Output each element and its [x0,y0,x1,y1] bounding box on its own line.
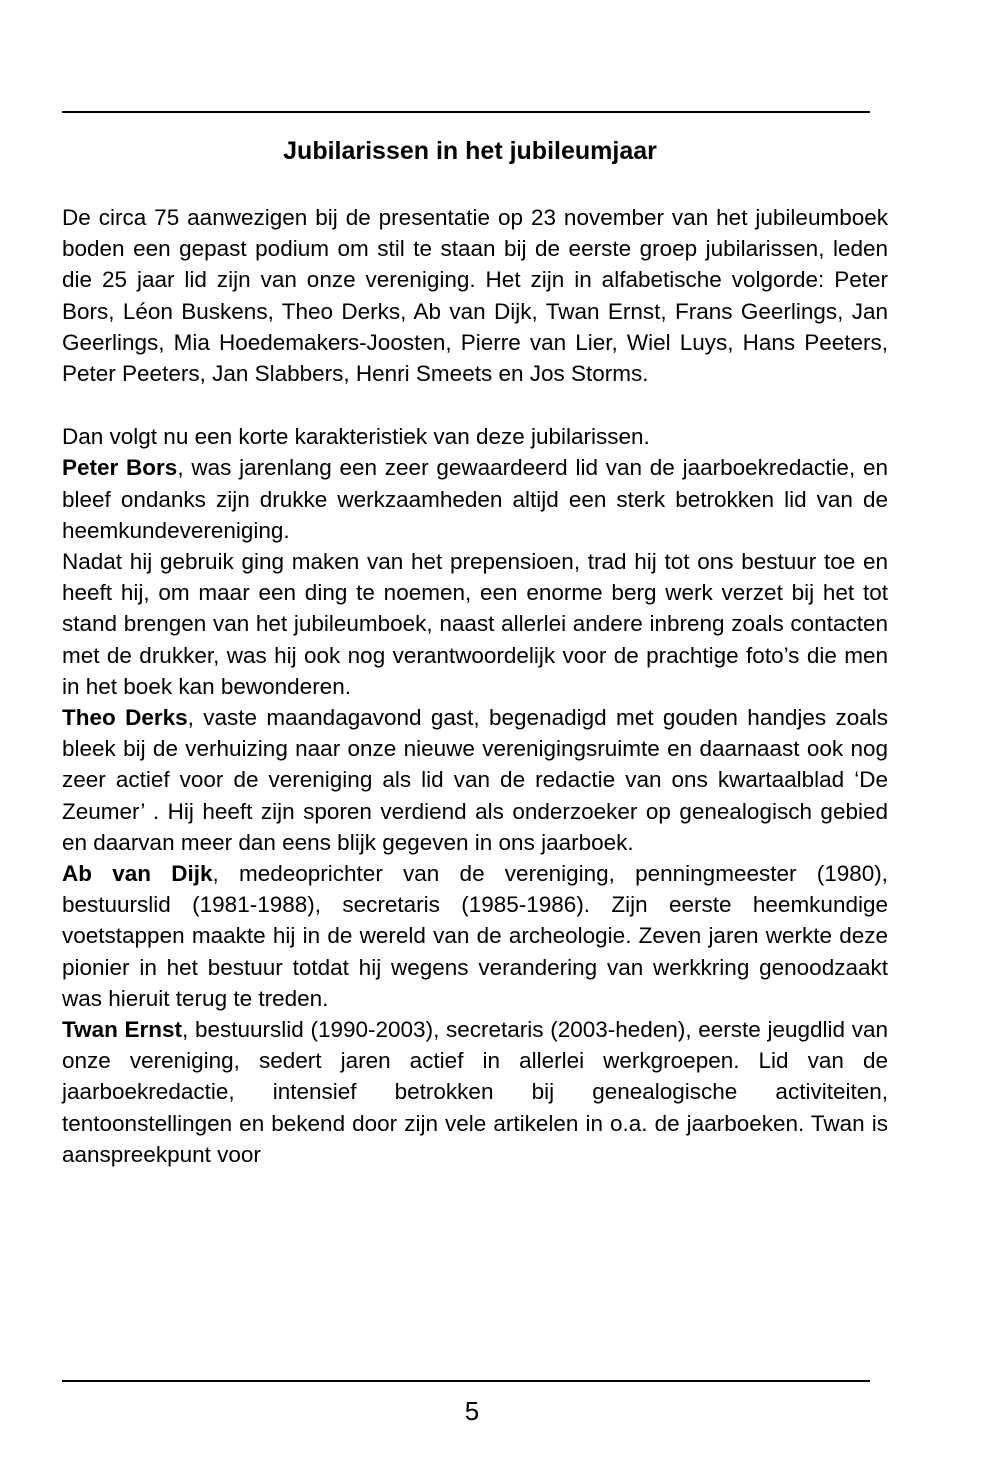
paragraph-peter-bors [62,452,888,546]
text-ab-van-dijk: , medeoprichter van de vereniging, penningmeester (1980), bestuurslid (1981-1988), secretaris (1985-1986). Zijn eerste heemkundige voetstappen maakte hij in de wereld van de archeologie. Zeven jaren werkte deze pionier in het bestuur totdat hij wegens verandering van werkkring genoodzaakt was hieruit terug te treden. [62,861,888,1011]
paragraph-ab-van-dijk [62,858,888,1014]
name-theo-derks: Theo Derks [62,705,188,731]
page-title: Jubilarissen in het jubileumjaar [283,137,657,165]
lead-paragraph: Dan volgt nu een korte karakteristiek van deze jubilarissen. [62,424,650,450]
text-twan-ernst: , bestuurslid (1990-2003), secretaris (2003-heden), eerste jeugdlid van onze vereniging, sedert jaren actief in allerlei werkgroepen. Lid van de jaarboekredactie, intensief betrokken bij genealogische activiteiten, tentoonstellingen en bekend door zijn vele artikelen in o.a. de jaarboeken. Twan is aanspreekpunt voor [62,1017,889,1167]
text-theo-derks: , vaste maandagavond gast, begenadigd met gouden handjes zoals bleek bij de verhuizing naar onze nieuwe verenigingsruimte en daarnaast ook nog zeer actief voor de vereniging als lid van de redactie van ons kwartaalblad ‘De Zeumer’ . Hij heeft zijn sporen verdiend als onderzoeker op genealogisch gebied en daarvan meer dan eens blijk gegeven in ons jaarboek. [62,705,888,855]
paragraph-twan-ernst [62,1014,888,1170]
name-ab-van-dijk: Ab van Dijk [62,861,213,887]
top-rule [62,111,870,113]
intro-paragraph: De circa 75 aanwezigen bij de presentatie op 23 november van het jubileumboek boden een gepast podium om stil te staan bij de eerste groep jubilarissen, leden die 25 jaar lid zijn van onze vereniging. Het zijn in alfabetische volgorde: Peter Bors, Léon Buskens, Theo Derks, Ab van Dijk, Twan Ernst, Frans Geerlings, Jan Geerlings, Mia Hoedemakers-Joosten, Pierre van Lier, Wiel Luys, Hans Peeters, Peter Peeters, Jan Slabbers, Henri Smeets en Jos Storms. [62,205,888,387]
name-peter-bors: Peter Bors [62,455,178,481]
page-number: 5 [464,1396,480,1426]
paragraph-theo-derks [62,702,888,858]
article-body [62,202,888,1170]
name-twan-ernst: Twan Ernst [62,1017,183,1043]
text-peter-bors: , was jarenlang een zeer gewaardeerd lid van de jaarboekredactie, en bleef ondanks zijn drukke werkzaamheden altijd een sterk betrokken lid van de heemkundevereniging. [62,455,889,543]
bottom-rule [62,1380,870,1382]
paragraph-peter-bors-continued: Nadat hij gebruik ging maken van het prepensioen, trad hij tot ons bestuur toe en heeft hij, om maar een ding te noemen, een enorme berg werk verzet bij het tot stand brengen van het jubileumboek, naast allerlei andere inbreng zoals contacten met de drukker, was hij ook nog verantwoordelijk voor de prachtige foto’s die men in het boek kan bewonderen. [62,549,888,699]
